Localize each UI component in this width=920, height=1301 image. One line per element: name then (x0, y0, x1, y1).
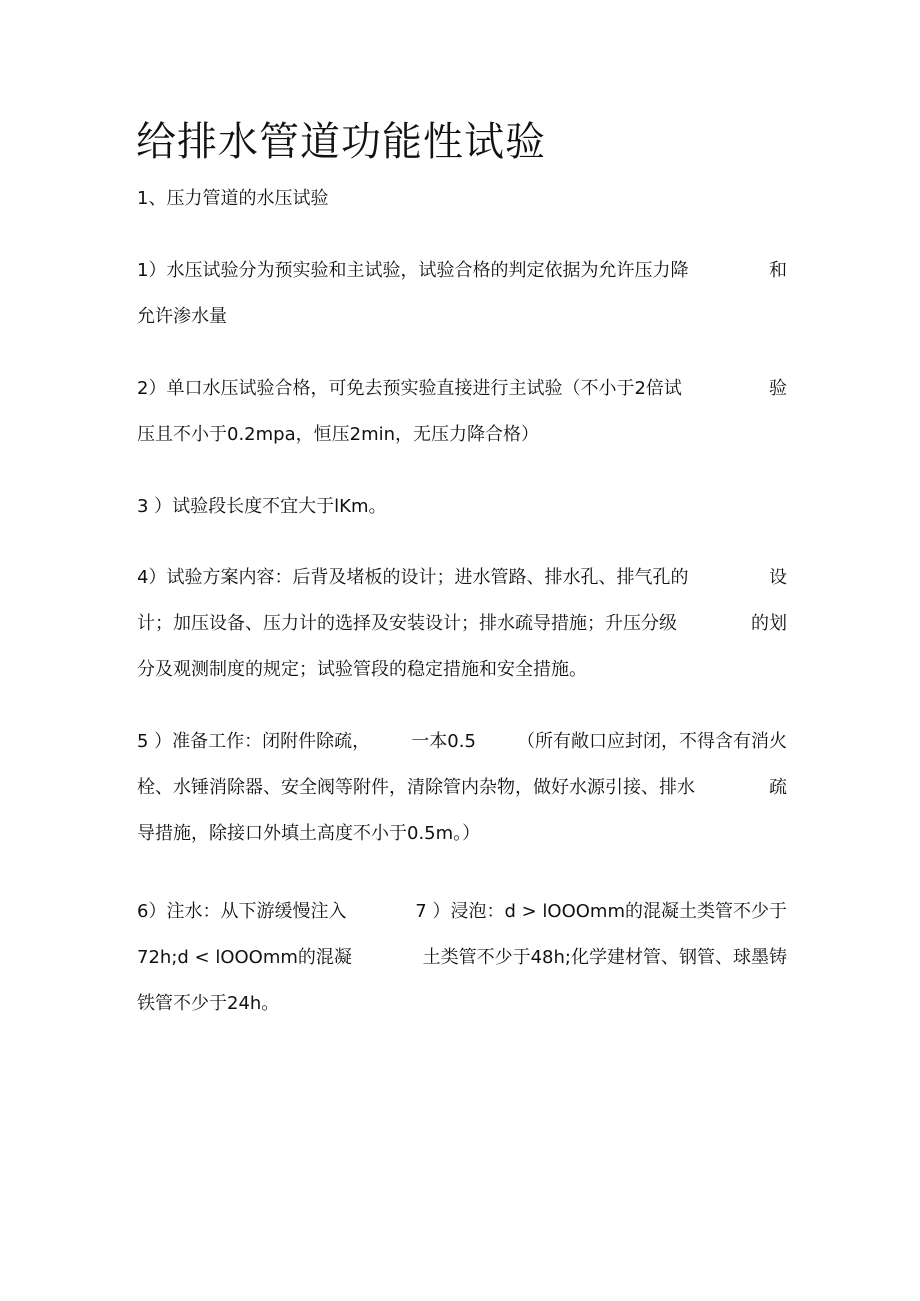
paragraph-text: 的划 (751, 613, 787, 634)
paragraph-text: 2）单口水压试验合格，可免去预实验直接进行主试验（不小于2倍试 (137, 378, 682, 399)
paragraph-text: 计；加压设备、压力计的选择及安装设计；排水疏导措施；升压分级 (137, 613, 677, 634)
paragraph-4-line-1 (137, 555, 787, 601)
paragraph-text: 5 ）准备工作：闭附件除疏， (137, 731, 371, 752)
paragraph-text: 和 (769, 260, 787, 281)
paragraph-text: 疏 (769, 777, 787, 798)
paragraph-1-line-1 (137, 248, 787, 294)
paragraph-2-line-2 (137, 412, 787, 458)
paragraph-text: 4）试验方案内容：后背及堵板的设计；进水管路、排水孔、排气孔的 (137, 567, 689, 588)
paragraph-3 (137, 484, 787, 530)
paragraph-2 (137, 366, 787, 458)
paragraph-2-line-1 (137, 366, 787, 412)
paragraph-text: 验 (769, 378, 787, 399)
document-title: 给排水管道功能性试验 (136, 119, 546, 165)
paragraph-6-line-1 (137, 889, 787, 935)
paragraph-text: 栓、水锤消除器、安全阀等附件，清除管内杂物，做好水源引接、排水 (137, 777, 695, 798)
paragraph-text: 导措施，除接口外填土高度不小于0.5m。） (137, 823, 481, 844)
paragraph-5-line-1 (137, 719, 787, 765)
paragraph-text: 分及观测制度的规定；试验管段的稳定措施和安全措施。 (137, 659, 587, 680)
section-heading-text: 1、压力管道的水压试验 (137, 188, 329, 209)
paragraph-6-line-3 (137, 981, 787, 1027)
paragraph-text: 设 (769, 567, 787, 588)
paragraph-4-line-3 (137, 647, 787, 693)
paragraph-text: 72h;d < lOOOmm的混凝 (137, 947, 352, 968)
paragraph-text: 压且不小于0.2mpa，恒压2min，无压力降合格） (137, 424, 540, 445)
paragraph-6 (137, 889, 787, 1027)
paragraph-6-line-2 (137, 935, 787, 981)
paragraph-text: 3 ）试验段长度不宜大于lKm。 (137, 496, 387, 517)
paragraph-3-line-1 (137, 484, 787, 530)
paragraph-5-line-2 (137, 765, 787, 811)
paragraph-5-line-3 (137, 811, 787, 857)
paragraph-text: 允许渗水量 (137, 306, 227, 327)
paragraph-text: 7 ）浸泡：d > lOOOmm的混凝土类管不少于 (415, 901, 787, 922)
section-heading-1 (137, 176, 787, 222)
paragraph-1 (137, 248, 787, 340)
paragraph-4-line-2 (137, 601, 787, 647)
paragraph-text: 土类管不少于48h;化学建材管、钢管、球墨铸 (422, 947, 787, 968)
paragraph-4 (137, 555, 787, 693)
paragraph-text: 一本0.5 (411, 731, 476, 752)
paragraph-text: 6）注水：从下游缓慢注入 (137, 901, 347, 922)
paragraph-5 (137, 719, 787, 857)
paragraph-text: 铁管不少于24h。 (137, 993, 280, 1014)
paragraph-text: （所有敞口应封闭，不得含有消火 (516, 731, 787, 752)
paragraph-1-line-2 (137, 294, 787, 340)
paragraph-text: 1）水压试验分为预实验和主试验，试验合格的判定依据为允许压力降 (137, 260, 689, 281)
